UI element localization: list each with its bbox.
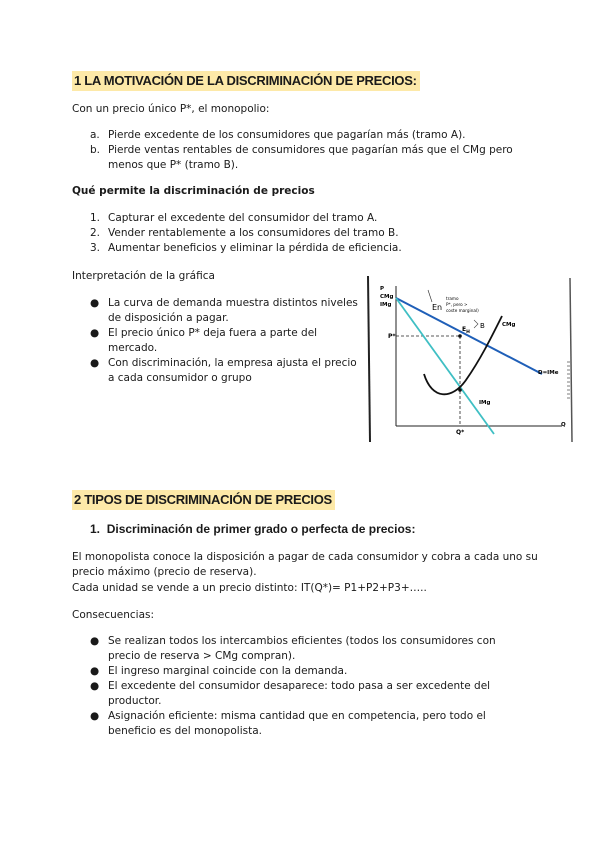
pstar-label: P* [388,333,396,340]
list-item-text: Pierde excedente de los consumidores que pagarían más (tramo A). [108,129,466,141]
first-degree-marker: 1. [90,522,101,536]
section-1-intro: Con un precio único P*, el monopolio: [72,103,270,115]
list-marker: 2. [90,227,101,239]
list-item-text: El ingreso marginal coincide con la demanda. [108,665,348,677]
tramo-note-line-1: tramo [446,296,459,301]
list-item [90,296,358,326]
first-degree-description: El monopolista conoce la disposición a pagar de cada consumidor y cobra a cada uno su precio máximo (precio de reserva). [72,551,538,578]
x-axis-label-q: Q [561,422,566,428]
tramo-b-bracket [474,320,478,328]
list-marker: a. [90,129,100,141]
loss-list [90,128,530,173]
eh-label: $E_H$ [462,326,470,335]
list-item [90,664,530,679]
consequences-title: Consecuencias: [72,609,155,621]
bullet-icon: ● [90,680,100,692]
qstar-label: Q* [456,429,465,436]
list-item-text: El precio único P* deja fuera a parte del mercado. [108,327,318,354]
list-item [90,128,530,143]
bullet-icon: ● [90,327,100,339]
img-cmg-intersection-point [458,388,462,392]
graph-interpretation-title: Interpretación de la gráfica [72,270,215,282]
monopoly-equilibrium-point [458,334,462,338]
img-curve-label: IMg [479,400,491,406]
tramo-note-line-3: coste marginal) [446,308,479,313]
graph-right-hatch [567,362,570,398]
consequences-list [90,634,530,739]
list-item-text: Asignación eficiente: misma cantidad que en competencia, pero todo el beneficio es del monopolista. [108,710,486,737]
list-item [90,679,530,709]
list-item [90,356,358,386]
bullet-icon: ● [90,357,100,369]
list-item-text: El excedente del consumidor desaparece: todo pasa a ser excedente del productor. [108,680,491,707]
list-item [90,326,358,356]
list-item [90,241,530,256]
bullet-icon: ● [90,710,100,722]
list-item-text: Capturar el excedente del consumidor del tramo A. [108,212,378,224]
list-item [90,211,530,226]
y-axis-label-p: P [380,286,385,292]
first-degree-title: Discriminación de primer grado o perfecta de precios: [106,522,416,536]
y-axis-label-img: IMg [380,302,392,308]
bullet-icon: ● [90,297,100,309]
bullet-icon: ● [90,665,100,677]
list-item [90,143,530,173]
list-item [90,226,530,241]
monopoly-graph [366,276,576,444]
list-item [90,709,530,739]
list-marker: b. [90,144,101,156]
graph-left-edge [368,276,370,442]
img-curve [396,298,494,434]
list-item-text: Pierde ventas rentables de consumidores que pagarían más que el CMg pero menos que P* (tramo B). [108,144,513,171]
list-item-text: Se realizan todos los intercambios eficientes (todos los consumidores con precio de reserva > CMg compran). [108,635,496,662]
tramo-note-line-2: P*, pero > [446,302,468,307]
allows-subheading: Qué permite la discriminación de precios [72,185,315,197]
first-degree-total-revenue: Cada unidad se vende a un precio distinto: IT(Q*)= P1+P2+P3+….. [72,582,427,594]
cmg-curve-label: CMg [502,322,516,328]
list-item [90,634,530,664]
list-item-text: Con discriminación, la empresa ajusta el precio a cada consumidor o grupo [108,357,357,384]
allows-list [90,211,530,256]
en-arrow [428,290,432,302]
list-item-text: La curva de demanda muestra distintos niveles de disposición a pagar. [108,297,358,324]
tramo-b-label: B [480,322,485,330]
section-1-heading: 1 LA MOTIVACIÓN DE LA DISCRIMINACIÓN DE PRECIOS: [72,71,420,91]
list-marker: 3. [90,242,101,254]
list-marker: 1. [90,212,101,224]
graph-right-edge [570,278,572,442]
first-degree-heading [90,522,415,537]
bullet-icon: ● [90,635,100,647]
en-label: En [432,303,443,312]
demand-curve-label: D=IMe [538,370,559,376]
list-item-text: Vender rentablemente a los consumidores del tramo B. [108,227,399,239]
graph-points-list [90,296,358,386]
section-2-heading: 2 TIPOS DE DISCRIMINACIÓN DE PRECIOS [72,490,335,510]
y-axis-label-cmg: CMg [380,294,394,300]
list-item-text: Aumentar beneficios y eliminar la pérdida de eficiencia. [108,242,402,254]
